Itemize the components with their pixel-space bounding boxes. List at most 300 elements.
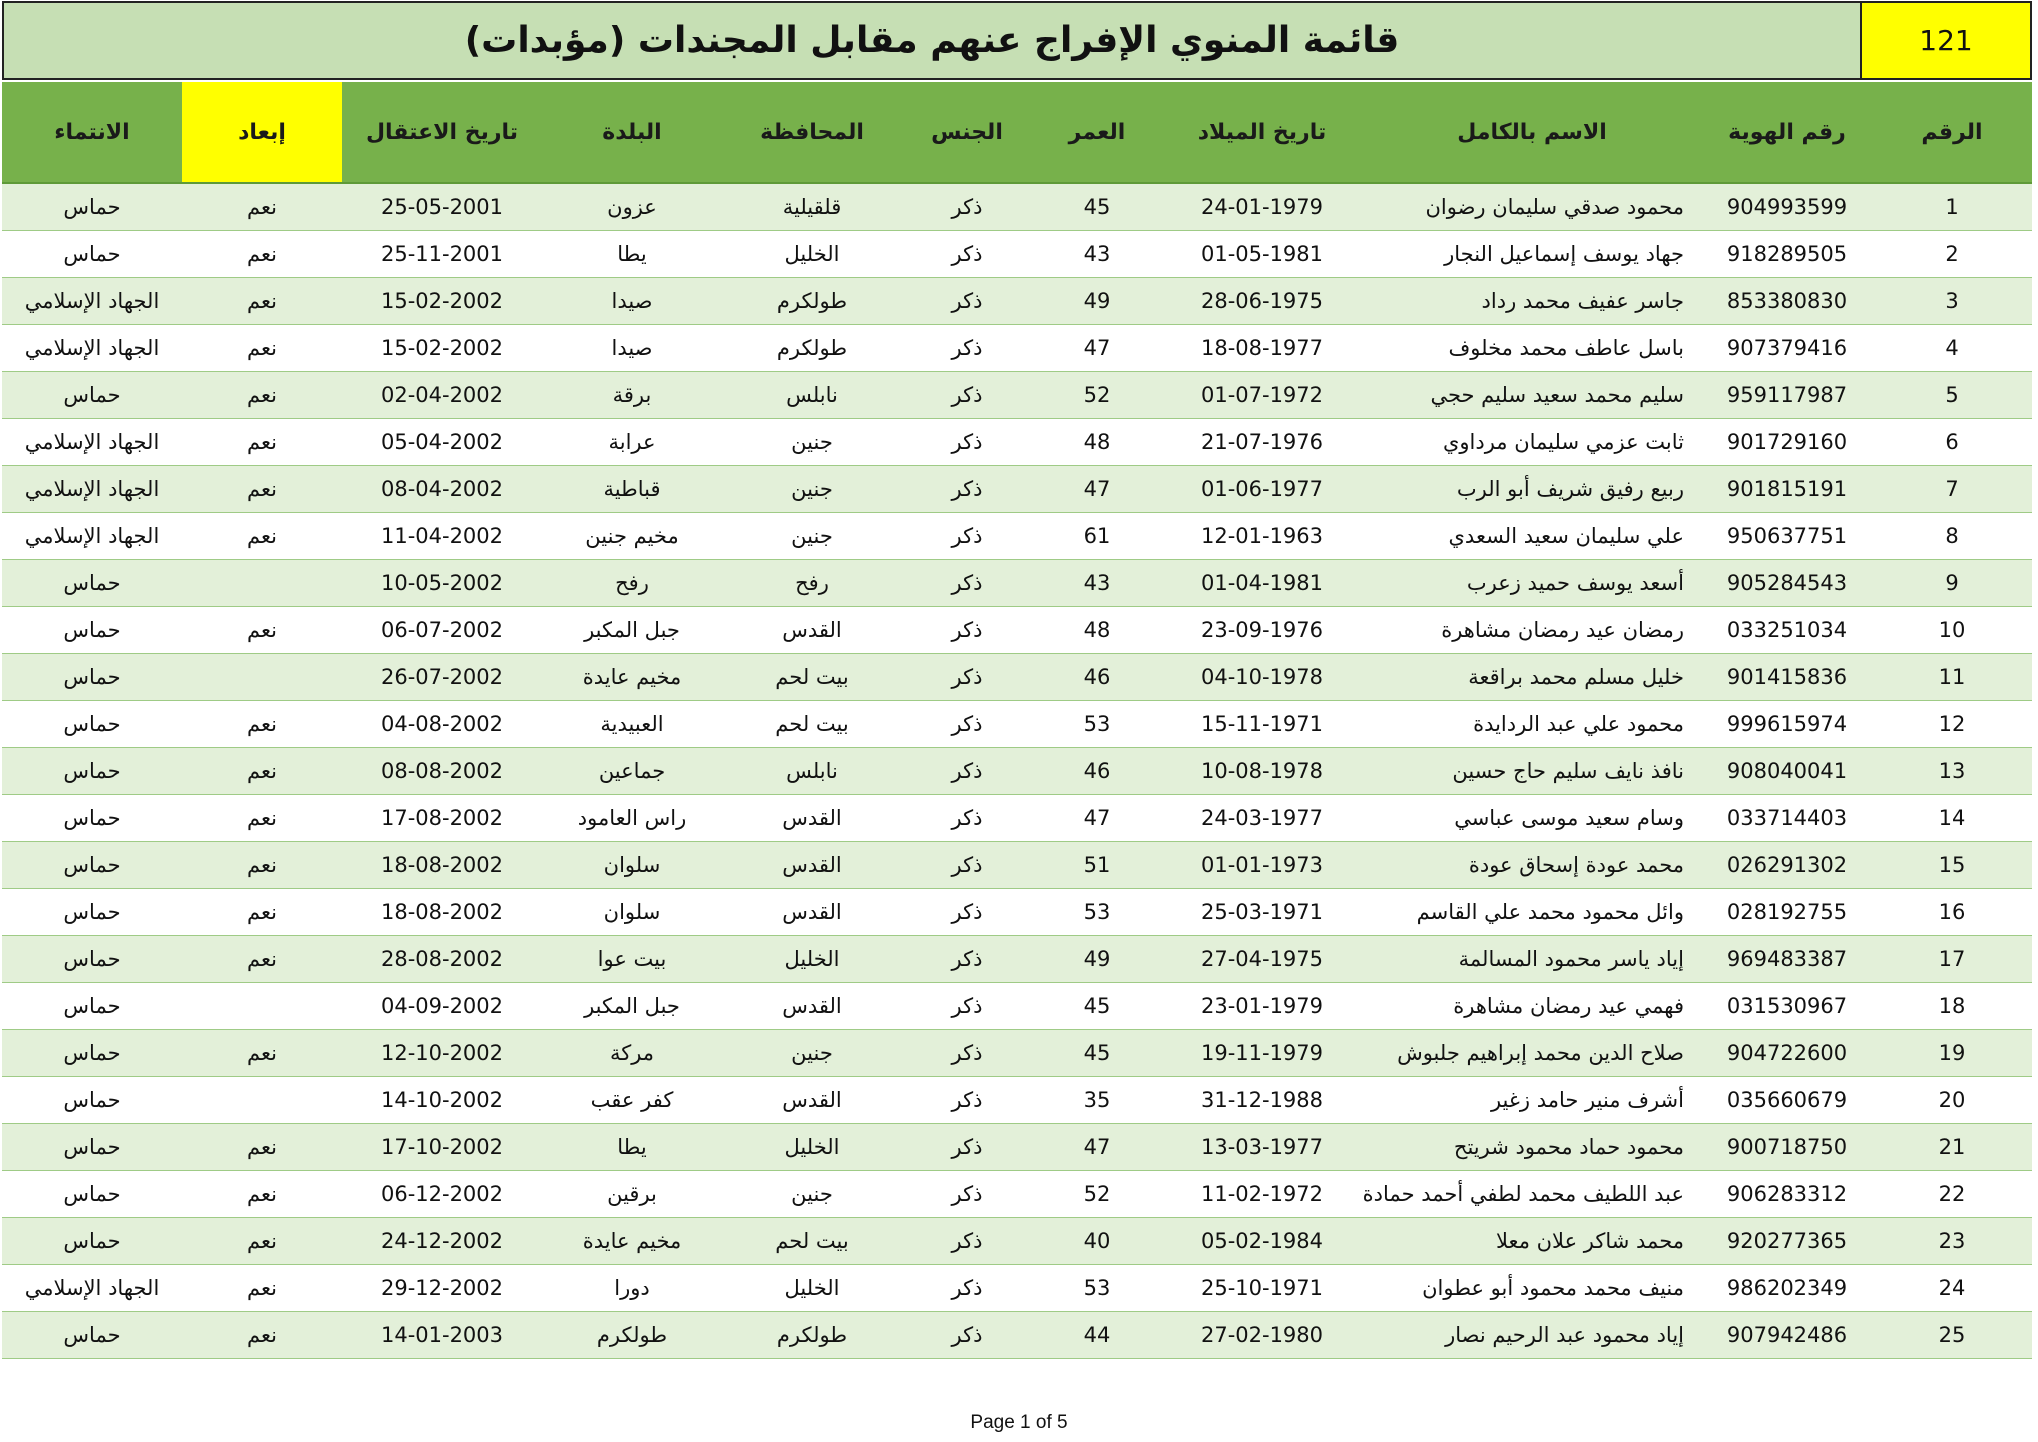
- cell-governorate: الخليل: [722, 936, 902, 983]
- cell-age: 44: [1032, 1312, 1162, 1359]
- cell-affiliation: الجهاد الإسلامي: [2, 1265, 182, 1312]
- cell-number: 22: [1872, 1171, 2032, 1218]
- cell-governorate: القدس: [722, 795, 902, 842]
- cell-arrest-date: 28-08-2002: [342, 936, 542, 983]
- cell-age: 47: [1032, 325, 1162, 372]
- cell-number: 10: [1872, 607, 2032, 654]
- cell-governorate: الخليل: [722, 1124, 902, 1171]
- cell-age: 52: [1032, 1171, 1162, 1218]
- table-row: [2, 372, 2032, 419]
- cell-number: 1: [1872, 183, 2032, 231]
- cell-age: 48: [1032, 607, 1162, 654]
- cell-number: 20: [1872, 1077, 2032, 1124]
- table-row: [2, 278, 2032, 325]
- cell-name: محمود صدقي سليمان رضوان: [1362, 183, 1702, 231]
- cell-age: 45: [1032, 983, 1162, 1030]
- cell-arrest-date: 04-08-2002: [342, 701, 542, 748]
- table-row: [2, 325, 2032, 372]
- cell-deportation: نعم: [182, 1171, 342, 1218]
- cell-id: 033714403: [1702, 795, 1872, 842]
- cell-arrest-date: 18-08-2002: [342, 889, 542, 936]
- cell-town: عزون: [542, 183, 722, 231]
- cell-id: 033251034: [1702, 607, 1872, 654]
- cell-name: جهاد يوسف إسماعيل النجار: [1362, 231, 1702, 278]
- cell-id: 901815191: [1702, 466, 1872, 513]
- cell-town: برقين: [542, 1171, 722, 1218]
- cell-town: سلوان: [542, 842, 722, 889]
- cell-id: 969483387: [1702, 936, 1872, 983]
- cell-birthdate: 21-07-1976: [1162, 419, 1362, 466]
- cell-gender: ذكر: [902, 1312, 1032, 1359]
- cell-arrest-date: 15-02-2002: [342, 325, 542, 372]
- table-row: [2, 231, 2032, 278]
- page-title: قائمة المنوي الإفراج عنهم مقابل المجندات (مؤبدات): [2, 1, 1862, 80]
- cell-affiliation: حماس: [2, 231, 182, 278]
- cell-birthdate: 31-12-1988: [1162, 1077, 1362, 1124]
- cell-town: العبيدية: [542, 701, 722, 748]
- cell-age: 49: [1032, 936, 1162, 983]
- header-deportation: إبعاد: [182, 82, 342, 183]
- cell-birthdate: 01-06-1977: [1162, 466, 1362, 513]
- cell-id: 959117987: [1702, 372, 1872, 419]
- cell-deportation: نعم: [182, 889, 342, 936]
- table-row: [2, 419, 2032, 466]
- cell-affiliation: حماس: [2, 1124, 182, 1171]
- cell-arrest-date: 08-08-2002: [342, 748, 542, 795]
- cell-affiliation: حماس: [2, 183, 182, 231]
- cell-number: 6: [1872, 419, 2032, 466]
- cell-governorate: القدس: [722, 607, 902, 654]
- cell-governorate: طولكرم: [722, 1312, 902, 1359]
- cell-name: محمد عودة إسحاق عودة: [1362, 842, 1702, 889]
- cell-town: سلوان: [542, 889, 722, 936]
- cell-age: 49: [1032, 278, 1162, 325]
- header-row: [2, 82, 2032, 183]
- cell-number: 15: [1872, 842, 2032, 889]
- header-town: البلدة: [542, 82, 722, 183]
- cell-affiliation: حماس: [2, 654, 182, 701]
- cell-deportation: [182, 1077, 342, 1124]
- table-row: [2, 842, 2032, 889]
- cell-id: 920277365: [1702, 1218, 1872, 1265]
- cell-birthdate: 23-09-1976: [1162, 607, 1362, 654]
- cell-gender: ذكر: [902, 231, 1032, 278]
- cell-town: عرابة: [542, 419, 722, 466]
- cell-town: مخيم جنين: [542, 513, 722, 560]
- cell-name: خليل مسلم محمد براقعة: [1362, 654, 1702, 701]
- header-birthdate: تاريخ الميلاد: [1162, 82, 1362, 183]
- cell-gender: ذكر: [902, 701, 1032, 748]
- cell-id: 853380830: [1702, 278, 1872, 325]
- cell-gender: ذكر: [902, 842, 1032, 889]
- cell-affiliation: الجهاد الإسلامي: [2, 466, 182, 513]
- cell-age: 51: [1032, 842, 1162, 889]
- cell-name: رمضان عيد رمضان مشاهرة: [1362, 607, 1702, 654]
- cell-age: 43: [1032, 231, 1162, 278]
- cell-number: 4: [1872, 325, 2032, 372]
- cell-name: عبد اللطيف محمد لطفي أحمد حمادة: [1362, 1171, 1702, 1218]
- cell-affiliation: حماس: [2, 560, 182, 607]
- cell-arrest-date: 10-05-2002: [342, 560, 542, 607]
- cell-deportation: نعم: [182, 278, 342, 325]
- cell-affiliation: حماس: [2, 1030, 182, 1077]
- cell-number: 25: [1872, 1312, 2032, 1359]
- table-row: [2, 1030, 2032, 1077]
- cell-arrest-date: 26-07-2002: [342, 654, 542, 701]
- cell-town: دورا: [542, 1265, 722, 1312]
- cell-number: 12: [1872, 701, 2032, 748]
- cell-governorate: بيت لحم: [722, 701, 902, 748]
- cell-governorate: القدس: [722, 1077, 902, 1124]
- cell-id: 900718750: [1702, 1124, 1872, 1171]
- cell-gender: ذكر: [902, 513, 1032, 560]
- cell-town: يطا: [542, 231, 722, 278]
- cell-governorate: الخليل: [722, 231, 902, 278]
- cell-deportation: نعم: [182, 466, 342, 513]
- table-row: [2, 1124, 2032, 1171]
- cell-number: 21: [1872, 1124, 2032, 1171]
- cell-governorate: جنين: [722, 513, 902, 560]
- cell-number: 11: [1872, 654, 2032, 701]
- cell-gender: ذكر: [902, 1077, 1032, 1124]
- cell-deportation: [182, 983, 342, 1030]
- cell-name: ثابت عزمي سليمان مرداوي: [1362, 419, 1702, 466]
- cell-name: فهمي عيد رمضان مشاهرة: [1362, 983, 1702, 1030]
- cell-affiliation: الجهاد الإسلامي: [2, 325, 182, 372]
- title-bar: [2, 1, 2032, 80]
- cell-name: باسل عاطف محمد مخلوف: [1362, 325, 1702, 372]
- cell-affiliation: الجهاد الإسلامي: [2, 419, 182, 466]
- cell-birthdate: 01-05-1981: [1162, 231, 1362, 278]
- cell-birthdate: 23-01-1979: [1162, 983, 1362, 1030]
- table-row: [2, 654, 2032, 701]
- cell-affiliation: حماس: [2, 1218, 182, 1265]
- cell-birthdate: 25-03-1971: [1162, 889, 1362, 936]
- page-footer: Page 1 of 5: [970, 1412, 1068, 1433]
- cell-arrest-date: 04-09-2002: [342, 983, 542, 1030]
- cell-number: 2: [1872, 231, 2032, 278]
- cell-gender: ذكر: [902, 1030, 1032, 1077]
- cell-birthdate: 10-08-1978: [1162, 748, 1362, 795]
- header-name: الاسم بالكامل: [1362, 82, 1702, 183]
- cell-name: ربيع رفيق شريف أبو الرب: [1362, 466, 1702, 513]
- cell-affiliation: حماس: [2, 1077, 182, 1124]
- header-age: العمر: [1032, 82, 1162, 183]
- cell-name: جاسر عفيف محمد رداد: [1362, 278, 1702, 325]
- table-row: [2, 466, 2032, 513]
- cell-town: برقة: [542, 372, 722, 419]
- cell-name: سليم محمد سعيد سليم حجي: [1362, 372, 1702, 419]
- cell-arrest-date: 06-07-2002: [342, 607, 542, 654]
- cell-arrest-date: 17-08-2002: [342, 795, 542, 842]
- cell-governorate: نابلس: [722, 748, 902, 795]
- cell-town: بيت عوا: [542, 936, 722, 983]
- cell-id: 028192755: [1702, 889, 1872, 936]
- cell-name: أشرف منير حامد زغير: [1362, 1077, 1702, 1124]
- cell-gender: ذكر: [902, 419, 1032, 466]
- cell-governorate: طولكرم: [722, 325, 902, 372]
- cell-governorate: جنين: [722, 1171, 902, 1218]
- cell-affiliation: حماس: [2, 1171, 182, 1218]
- cell-deportation: نعم: [182, 1124, 342, 1171]
- table-row: [2, 607, 2032, 654]
- cell-id: 907379416: [1702, 325, 1872, 372]
- cell-deportation: نعم: [182, 1218, 342, 1265]
- cell-gender: ذكر: [902, 325, 1032, 372]
- cell-governorate: بيت لحم: [722, 654, 902, 701]
- cell-deportation: نعم: [182, 795, 342, 842]
- cell-birthdate: 27-02-1980: [1162, 1312, 1362, 1359]
- cell-town: جماعين: [542, 748, 722, 795]
- header-id: رقم الهوية: [1702, 82, 1872, 183]
- cell-governorate: جنين: [722, 466, 902, 513]
- cell-town: صيدا: [542, 325, 722, 372]
- cell-affiliation: حماس: [2, 1312, 182, 1359]
- cell-deportation: نعم: [182, 231, 342, 278]
- cell-name: وائل محمود محمد علي القاسم: [1362, 889, 1702, 936]
- cell-arrest-date: 29-12-2002: [342, 1265, 542, 1312]
- cell-gender: ذكر: [902, 466, 1032, 513]
- cell-number: 9: [1872, 560, 2032, 607]
- cell-id: 986202349: [1702, 1265, 1872, 1312]
- cell-age: 47: [1032, 795, 1162, 842]
- cell-deportation: نعم: [182, 748, 342, 795]
- cell-gender: ذكر: [902, 607, 1032, 654]
- cell-age: 53: [1032, 1265, 1162, 1312]
- cell-age: 47: [1032, 466, 1162, 513]
- cell-name: صلاح الدين محمد إبراهيم جلبوش: [1362, 1030, 1702, 1077]
- table-row: [2, 1312, 2032, 1359]
- cell-deportation: نعم: [182, 1312, 342, 1359]
- cell-deportation: نعم: [182, 1265, 342, 1312]
- cell-name: وسام سعيد موسى عباسي: [1362, 795, 1702, 842]
- cell-birthdate: 01-01-1973: [1162, 842, 1362, 889]
- cell-gender: ذكر: [902, 748, 1032, 795]
- cell-birthdate: 11-02-1972: [1162, 1171, 1362, 1218]
- cell-affiliation: حماس: [2, 983, 182, 1030]
- cell-gender: ذكر: [902, 983, 1032, 1030]
- cell-governorate: جنين: [722, 419, 902, 466]
- cell-governorate: قلقيلية: [722, 183, 902, 231]
- cell-birthdate: 24-01-1979: [1162, 183, 1362, 231]
- cell-deportation: نعم: [182, 419, 342, 466]
- cell-name: محمود حماد محمود شريتح: [1362, 1124, 1702, 1171]
- cell-age: 53: [1032, 701, 1162, 748]
- cell-number: 8: [1872, 513, 2032, 560]
- cell-gender: ذكر: [902, 560, 1032, 607]
- table-row: [2, 795, 2032, 842]
- cell-id: 907942486: [1702, 1312, 1872, 1359]
- cell-gender: ذكر: [902, 1218, 1032, 1265]
- cell-number: 16: [1872, 889, 2032, 936]
- cell-governorate: طولكرم: [722, 278, 902, 325]
- cell-affiliation: حماس: [2, 607, 182, 654]
- cell-town: راس العامود: [542, 795, 722, 842]
- cell-age: 35: [1032, 1077, 1162, 1124]
- cell-name: إياد محمود عبد الرحيم نصار: [1362, 1312, 1702, 1359]
- cell-governorate: الخليل: [722, 1265, 902, 1312]
- cell-arrest-date: 11-04-2002: [342, 513, 542, 560]
- cell-gender: ذكر: [902, 1265, 1032, 1312]
- cell-number: 23: [1872, 1218, 2032, 1265]
- cell-deportation: نعم: [182, 513, 342, 560]
- table-row: [2, 183, 2032, 231]
- cell-affiliation: حماس: [2, 795, 182, 842]
- cell-gender: ذكر: [902, 1124, 1032, 1171]
- cell-gender: ذكر: [902, 889, 1032, 936]
- table-row: [2, 889, 2032, 936]
- table-row: [2, 1077, 2032, 1124]
- cell-id: 035660679: [1702, 1077, 1872, 1124]
- cell-affiliation: حماس: [2, 889, 182, 936]
- cell-affiliation: حماس: [2, 842, 182, 889]
- header-number: الرقم: [1872, 82, 2032, 183]
- cell-affiliation: حماس: [2, 701, 182, 748]
- cell-birthdate: 01-04-1981: [1162, 560, 1362, 607]
- cell-governorate: نابلس: [722, 372, 902, 419]
- cell-age: 46: [1032, 654, 1162, 701]
- cell-arrest-date: 15-02-2002: [342, 278, 542, 325]
- cell-name: علي سليمان سعيد السعدي: [1362, 513, 1702, 560]
- table-row: [2, 936, 2032, 983]
- header-governorate: المحافظة: [722, 82, 902, 183]
- table-row: [2, 513, 2032, 560]
- cell-birthdate: 15-11-1971: [1162, 701, 1362, 748]
- header-affiliation: الانتماء: [2, 82, 182, 183]
- cell-id: 904993599: [1702, 183, 1872, 231]
- table-row: [2, 983, 2032, 1030]
- cell-number: 7: [1872, 466, 2032, 513]
- cell-number: 3: [1872, 278, 2032, 325]
- cell-age: 53: [1032, 889, 1162, 936]
- cell-age: 45: [1032, 1030, 1162, 1077]
- cell-arrest-date: 06-12-2002: [342, 1171, 542, 1218]
- cell-arrest-date: 25-11-2001: [342, 231, 542, 278]
- cell-name: نافذ نايف سليم حاج حسين: [1362, 748, 1702, 795]
- cell-town: يطا: [542, 1124, 722, 1171]
- cell-deportation: نعم: [182, 701, 342, 748]
- cell-arrest-date: 14-01-2003: [342, 1312, 542, 1359]
- cell-birthdate: 13-03-1977: [1162, 1124, 1362, 1171]
- cell-governorate: القدس: [722, 889, 902, 936]
- cell-town: مخيم عايدة: [542, 1218, 722, 1265]
- cell-town: صيدا: [542, 278, 722, 325]
- cell-gender: ذكر: [902, 1171, 1032, 1218]
- cell-deportation: نعم: [182, 936, 342, 983]
- cell-birthdate: 12-01-1963: [1162, 513, 1362, 560]
- cell-age: 45: [1032, 183, 1162, 231]
- cell-number: 17: [1872, 936, 2032, 983]
- cell-gender: ذكر: [902, 936, 1032, 983]
- table-row: [2, 701, 2032, 748]
- cell-deportation: [182, 560, 342, 607]
- cell-id: 904722600: [1702, 1030, 1872, 1077]
- cell-gender: ذكر: [902, 183, 1032, 231]
- cell-governorate: بيت لحم: [722, 1218, 902, 1265]
- cell-deportation: نعم: [182, 607, 342, 654]
- header-gender: الجنس: [902, 82, 1032, 183]
- cell-arrest-date: 08-04-2002: [342, 466, 542, 513]
- cell-deportation: نعم: [182, 183, 342, 231]
- cell-age: 61: [1032, 513, 1162, 560]
- cell-number: 18: [1872, 983, 2032, 1030]
- cell-town: مخيم عايدة: [542, 654, 722, 701]
- cell-town: قباطية: [542, 466, 722, 513]
- cell-arrest-date: 05-04-2002: [342, 419, 542, 466]
- cell-age: 43: [1032, 560, 1162, 607]
- cell-deportation: [182, 654, 342, 701]
- cell-birthdate: 04-10-1978: [1162, 654, 1362, 701]
- cell-age: 46: [1032, 748, 1162, 795]
- cell-governorate: القدس: [722, 983, 902, 1030]
- cell-arrest-date: 24-12-2002: [342, 1218, 542, 1265]
- prisoners-table: [2, 82, 2032, 1359]
- cell-name: أسعد يوسف حميد زعرب: [1362, 560, 1702, 607]
- cell-town: طولكرم: [542, 1312, 722, 1359]
- cell-deportation: نعم: [182, 842, 342, 889]
- cell-town: كفر عقب: [542, 1077, 722, 1124]
- cell-birthdate: 27-04-1975: [1162, 936, 1362, 983]
- cell-id: 031530967: [1702, 983, 1872, 1030]
- cell-gender: ذكر: [902, 795, 1032, 842]
- table-row: [2, 560, 2032, 607]
- cell-number: 14: [1872, 795, 2032, 842]
- header-arrest-date: تاريخ الاعتقال: [342, 82, 542, 183]
- cell-number: 13: [1872, 748, 2032, 795]
- cell-name: منيف محمد محمود أبو عطوان: [1362, 1265, 1702, 1312]
- cell-birthdate: 19-11-1979: [1162, 1030, 1362, 1077]
- cell-affiliation: حماس: [2, 748, 182, 795]
- cell-birthdate: 01-07-1972: [1162, 372, 1362, 419]
- cell-town: مركة: [542, 1030, 722, 1077]
- cell-age: 52: [1032, 372, 1162, 419]
- table-row: [2, 1218, 2032, 1265]
- cell-arrest-date: 12-10-2002: [342, 1030, 542, 1077]
- cell-deportation: نعم: [182, 372, 342, 419]
- cell-id: 918289505: [1702, 231, 1872, 278]
- cell-age: 47: [1032, 1124, 1162, 1171]
- cell-name: محمد شاكر علان معلا: [1362, 1218, 1702, 1265]
- cell-town: جبل المكبر: [542, 607, 722, 654]
- cell-governorate: جنين: [722, 1030, 902, 1077]
- cell-name: محمود علي عبد الردايدة: [1362, 701, 1702, 748]
- cell-birthdate: 24-03-1977: [1162, 795, 1362, 842]
- cell-id: 906283312: [1702, 1171, 1872, 1218]
- cell-affiliation: حماس: [2, 936, 182, 983]
- cell-deportation: نعم: [182, 325, 342, 372]
- cell-gender: ذكر: [902, 654, 1032, 701]
- cell-arrest-date: 14-10-2002: [342, 1077, 542, 1124]
- table-row: [2, 1171, 2032, 1218]
- cell-id: 950637751: [1702, 513, 1872, 560]
- cell-affiliation: الجهاد الإسلامي: [2, 278, 182, 325]
- cell-governorate: رفح: [722, 560, 902, 607]
- cell-deportation: نعم: [182, 1030, 342, 1077]
- cell-id: 026291302: [1702, 842, 1872, 889]
- cell-gender: ذكر: [902, 372, 1032, 419]
- cell-id: 999615974: [1702, 701, 1872, 748]
- cell-id: 908040041: [1702, 748, 1872, 795]
- cell-birthdate: 25-10-1971: [1162, 1265, 1362, 1312]
- cell-birthdate: 05-02-1984: [1162, 1218, 1362, 1265]
- cell-arrest-date: 17-10-2002: [342, 1124, 542, 1171]
- cell-affiliation: حماس: [2, 372, 182, 419]
- cell-arrest-date: 18-08-2002: [342, 842, 542, 889]
- table-row: [2, 1265, 2032, 1312]
- cell-id: 901415836: [1702, 654, 1872, 701]
- cell-birthdate: 28-06-1975: [1162, 278, 1362, 325]
- cell-governorate: القدس: [722, 842, 902, 889]
